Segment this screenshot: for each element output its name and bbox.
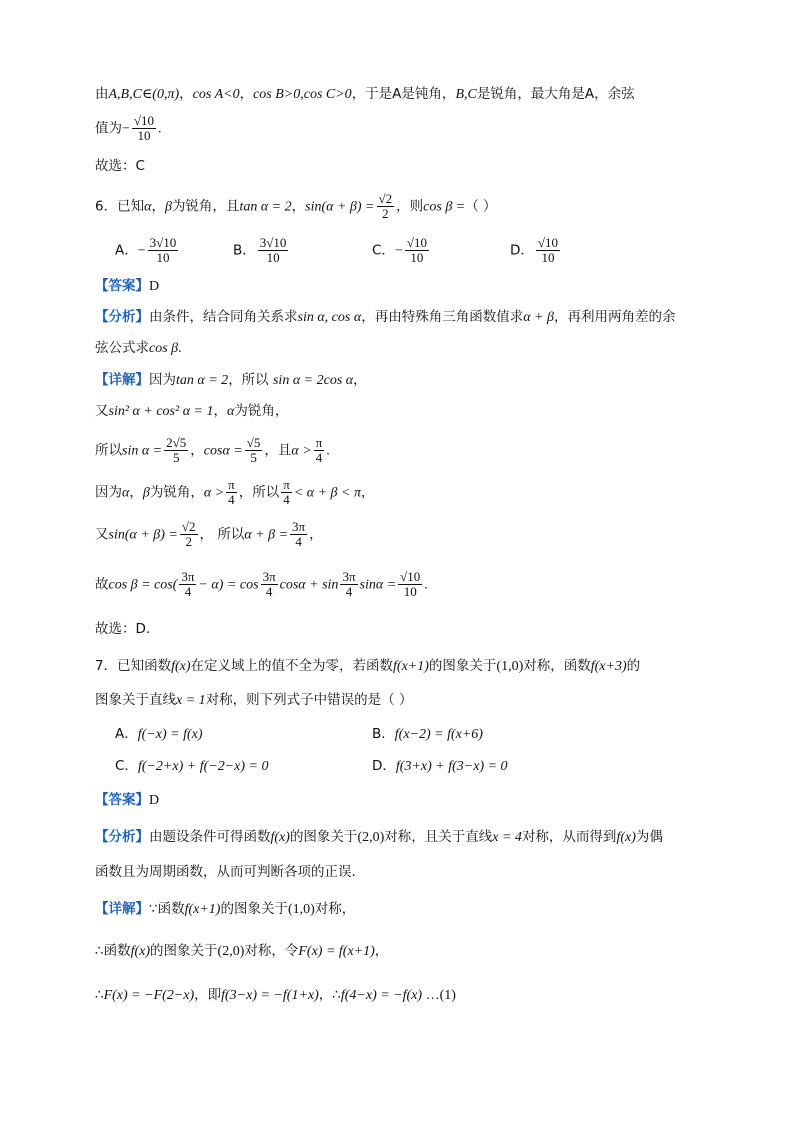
math: α + β (523, 310, 554, 325)
denominator: 10 (541, 250, 555, 265)
q6-detail-line2 (95, 401, 288, 422)
q7-stem-line2 (95, 690, 412, 711)
answer-tag: 【答案】 (95, 792, 149, 808)
denominator: 4 (184, 584, 192, 599)
q5-conclusion-line1 (95, 84, 635, 105)
math: cos β = (423, 199, 466, 215)
math: cosα = (203, 443, 243, 459)
math: f(x+3) (590, 659, 627, 674)
text: 值为 (95, 120, 122, 137)
text: ， (213, 403, 227, 419)
q6-answer (95, 276, 159, 297)
denominator: 4 (228, 492, 235, 507)
math: sin(α + β) = (108, 527, 178, 543)
q5-conclusion-line2: 值为− $\frac{√10}{10}$ . (95, 113, 162, 143)
math: x = 1 (176, 693, 206, 708)
text: ，且 (264, 442, 292, 459)
text: 的 (626, 658, 641, 674)
numerator: 3π (262, 569, 276, 584)
math: (2,0) (217, 944, 245, 959)
numerator: π (283, 477, 290, 492)
q6-detail-line5 (95, 520, 323, 549)
text: 为偶 (635, 829, 663, 845)
text: ， 所以 (199, 526, 245, 543)
fraction (245, 436, 263, 465)
text: 由 (95, 86, 109, 102)
math: cos β (149, 341, 179, 356)
text: ， (151, 198, 165, 215)
numerator: 3π (292, 519, 306, 534)
answer-tag: 【答案】 (95, 278, 149, 294)
option-letter: B． (233, 242, 256, 259)
math: f(4−x) = −f(x) (340, 988, 423, 1003)
numerator: 3π (342, 569, 356, 584)
q6-option-d (510, 236, 562, 265)
math: f(x) (270, 830, 290, 845)
math: sin α = 2cos α (272, 373, 354, 388)
text: 为锐角，且 (171, 198, 240, 215)
text: 的图象关于 (220, 901, 288, 917)
denominator: 4 (283, 492, 290, 507)
fraction (398, 570, 422, 599)
math: F(x) = f(x+1) (298, 944, 375, 959)
numerator: π (228, 477, 235, 492)
math: sin α, cos α (297, 310, 362, 325)
numerator: √5 (246, 435, 261, 450)
numerator: 3√10 (149, 235, 177, 250)
text: 是锐角，最大角是A，余弦 (476, 86, 635, 102)
q6-detail-line4 (95, 478, 374, 507)
fraction (132, 114, 156, 143)
text: 故 (95, 576, 109, 593)
math: cos B>0,cos C>0 (253, 87, 352, 102)
text: . (424, 577, 428, 593)
denominator: 10 (137, 128, 151, 143)
q6-stem (95, 192, 497, 221)
math: α (144, 199, 152, 215)
denominator: 10 (266, 250, 280, 265)
math: − (137, 243, 146, 259)
numerator: √10 (400, 569, 421, 584)
q6-detail-line6 (95, 570, 428, 599)
numerator: 3π (181, 569, 195, 584)
q6-detail-line3 (95, 436, 330, 465)
q7-option-d (372, 756, 508, 777)
math: (1,0) (287, 902, 315, 917)
numerator: π (315, 435, 323, 450)
denominator: 10 (403, 584, 417, 599)
math: f(x+1) (393, 659, 429, 674)
text: ∴函数 (95, 943, 131, 959)
text: 故选：C (95, 158, 145, 174)
text: （ ） (465, 198, 497, 215)
text: ，所以 (228, 372, 273, 388)
text: 由题设条件可得函数 (149, 829, 271, 845)
text: ， (190, 442, 204, 459)
text: ，所以 (238, 484, 280, 501)
text: 的图象关于 (428, 658, 497, 674)
math: f(−x) = f(x) (137, 727, 203, 742)
text: 弦公式求 (95, 340, 149, 356)
numerator: √10 (133, 113, 155, 128)
math: α + β = (244, 527, 289, 543)
text: 的图象关于 (289, 829, 358, 845)
text: 又 (95, 526, 109, 543)
q6-analysis-line1 (95, 307, 675, 328)
q7-option-a (115, 724, 203, 745)
text: ， (179, 86, 193, 102)
text: ，再由特殊角三角函数值求 (361, 309, 524, 325)
numerator: 3√10 (259, 235, 287, 250)
math: f(x−2) = f(x+6) (394, 727, 483, 742)
text: 因为 (149, 372, 176, 388)
text: ，即 (194, 987, 222, 1003)
text: ， (129, 484, 143, 501)
text: ，则 (396, 198, 424, 215)
text: 所以 (95, 442, 122, 459)
q7-option-b (372, 724, 483, 745)
math: F(x) = −F(2−x) (103, 988, 195, 1003)
option-letter: A． (115, 242, 138, 259)
text: ， (374, 943, 389, 959)
q6-option-b (233, 236, 290, 265)
numerator: 2√5 (166, 435, 187, 450)
math: α > (203, 485, 225, 501)
fraction (314, 436, 325, 465)
fraction (261, 570, 278, 599)
fraction (536, 236, 560, 265)
option-letter: D． (372, 758, 396, 774)
math: f(x+1) (184, 902, 221, 917)
q7-analysis-line1 (95, 827, 663, 848)
fraction (179, 570, 196, 599)
fraction (164, 436, 188, 465)
text: 函数且为周期函数，从而可判断各项的正误. (95, 864, 356, 880)
numerator: √10 (537, 235, 559, 250)
numerator: √2 (378, 191, 393, 206)
math: f(x) (616, 830, 636, 845)
math: f(x) (171, 659, 191, 674)
text: 故选：D. (95, 621, 151, 637)
text: ， (353, 372, 367, 388)
math: f(3+x) + f(3−x) = 0 (395, 759, 508, 774)
fraction (377, 192, 395, 221)
math: A,B,C∈(0,π) (108, 87, 180, 102)
text: ，∴ (318, 987, 341, 1003)
q7-detail-line1 (95, 899, 355, 920)
q7-analysis-line2 (95, 862, 356, 882)
text: 由条件，结合同角关系求 (149, 309, 298, 325)
option-letter: B． (372, 726, 395, 742)
fraction (148, 236, 179, 265)
math: x = 4 (492, 830, 522, 845)
math: f(x) (130, 944, 151, 959)
option-letter: A． (115, 726, 138, 742)
fraction (258, 236, 289, 265)
analysis-tag: 【分析】 (95, 309, 149, 325)
detail-tag: 【详解】 (95, 372, 149, 388)
text: …(1) (422, 988, 456, 1003)
math: α > (291, 443, 312, 459)
text: 对称，则下列式子中错误的是（ ） (205, 692, 413, 708)
math: cosα + sin (279, 577, 339, 593)
text: ， (291, 198, 306, 215)
math: α (227, 404, 235, 419)
numerator: √10 (406, 235, 427, 250)
fraction (226, 478, 237, 507)
math: − α) = cos (198, 577, 259, 593)
text: ∴ (95, 987, 104, 1003)
denominator: 4 (265, 584, 273, 599)
numerator: √2 (181, 519, 196, 534)
text: ， (239, 86, 254, 102)
q6-option-a (115, 236, 180, 265)
denominator: 4 (295, 534, 302, 549)
text: 在定义域上的值不全为零，若函数 (190, 658, 394, 674)
q6-option-c (372, 236, 431, 265)
fraction (180, 520, 198, 549)
text: ， (309, 526, 323, 543)
text: ∵函数 (149, 901, 185, 917)
math: tan α = 2 (176, 373, 229, 388)
text: 7．已知函数 (95, 658, 172, 674)
q6-final (95, 619, 150, 639)
text: ，再利用两角差的余 (553, 309, 676, 325)
q6-analysis-line2 (95, 338, 182, 359)
option-letter: C． (372, 242, 395, 259)
q7-answer (95, 790, 159, 811)
text: . (178, 341, 182, 356)
math: sin² α + cos² α = 1 (108, 404, 214, 419)
math: α (122, 485, 130, 501)
math: sin α = (122, 443, 163, 459)
math: tan α = 2 (239, 199, 292, 215)
math: sinα = (359, 577, 397, 593)
option-letter: D． (510, 242, 534, 259)
denominator: 4 (315, 450, 323, 465)
text: 对称， (314, 901, 356, 917)
denominator: 5 (250, 450, 257, 465)
math: cos β = cos( (108, 577, 178, 593)
text: 6．已知 (95, 198, 145, 215)
text: 对称，函数 (523, 658, 591, 674)
math: B,C (455, 87, 477, 102)
math: f(−2+x) + f(−2−x) = 0 (137, 759, 269, 774)
math: cos A<0 (192, 87, 240, 102)
text: 因为 (95, 484, 122, 501)
fraction (281, 478, 292, 507)
text: . (326, 443, 330, 459)
option-letter: C． (115, 758, 138, 774)
denominator: 10 (156, 250, 170, 265)
fraction (290, 520, 307, 549)
math: < α + β < π (293, 485, 361, 501)
math: β (142, 485, 150, 501)
q7-detail-line3 (95, 985, 456, 1006)
text: 对称，令 (244, 943, 299, 959)
text: 对称，且关于直线 (384, 829, 493, 845)
text: 的图象关于 (150, 943, 218, 959)
q5-answer (95, 156, 145, 176)
answer-value: D (149, 279, 160, 294)
denominator: 2 (382, 206, 389, 221)
q6-detail-line1 (95, 370, 367, 391)
math: − (122, 121, 130, 137)
q7-detail-line2 (95, 941, 388, 962)
math: β (164, 199, 172, 215)
denominator: 4 (345, 584, 353, 599)
analysis-tag: 【分析】 (95, 829, 149, 845)
detail-tag: 【详解】 (95, 901, 149, 917)
answer-value: D (149, 793, 160, 808)
text: 对称，从而得到 (521, 829, 617, 845)
q7-option-c (115, 756, 268, 777)
math: (2,0) (357, 830, 385, 845)
text: 为锐角， (234, 403, 289, 419)
math: − (394, 243, 403, 259)
fraction (340, 570, 357, 599)
text: 为锐角， (149, 484, 204, 501)
text: ，于是A是钝角， (351, 86, 456, 102)
fraction (405, 236, 429, 265)
denominator: 2 (185, 534, 192, 549)
text: ， (360, 484, 375, 501)
math: sin(α + β) = (305, 199, 375, 215)
denominator: 10 (410, 250, 424, 265)
text: 又 (95, 403, 109, 419)
denominator: 5 (172, 450, 180, 465)
q7-stem-line1 (95, 656, 640, 677)
math: f(3−x) = −f(1+x) (221, 988, 319, 1003)
math: (1,0) (496, 659, 524, 674)
text: 图象关于直线 (95, 692, 176, 708)
